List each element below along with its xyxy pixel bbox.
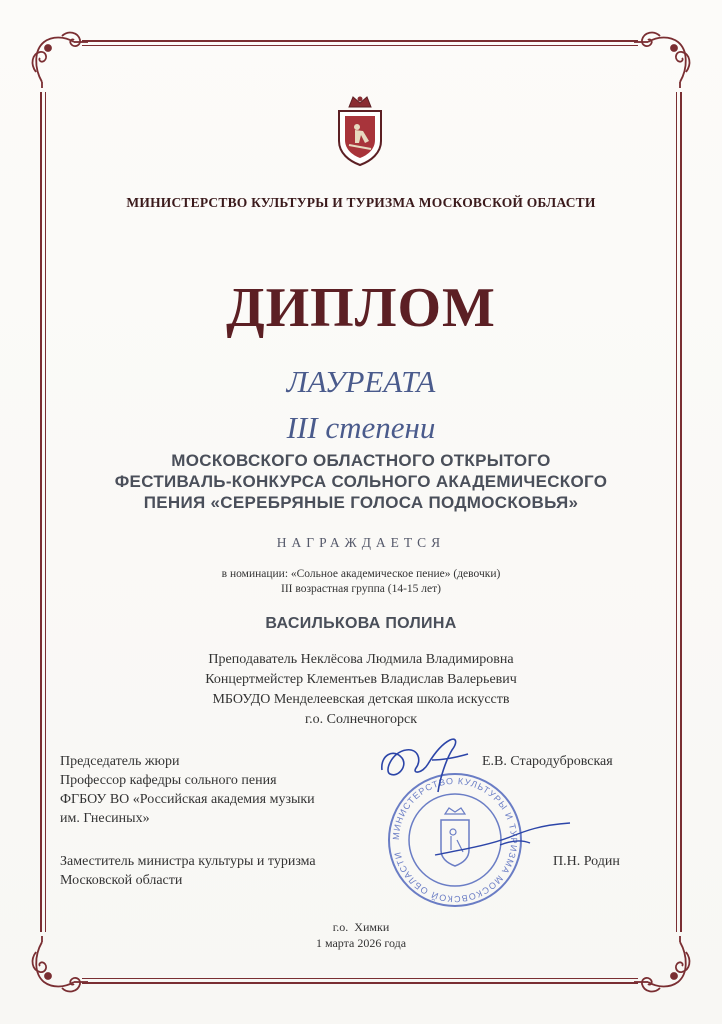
festival-line: ПЕНИЯ «СЕРЕБРЯНЫЕ ГОЛОСА ПОДМОСКОВЬЯ» — [143, 493, 579, 512]
laureate-subtitle: ЛАУРЕАТА — [286, 364, 436, 399]
accompanist-text: Концертмейстер Клементьев Владислав Валерьевич — [205, 672, 517, 687]
deputy-title-line: Заместитель министра культуры и туризма — [60, 854, 316, 869]
deputy-name: П.Н. Родин — [553, 854, 620, 869]
festival-name — [70, 450, 652, 513]
city-text: г.о. Солнечногорск — [304, 712, 418, 727]
teacher-text: Преподаватель Неклёсова Людмила Владимировна — [208, 652, 514, 667]
teachers-block — [60, 650, 662, 730]
page-title: ДИПЛОМ — [226, 277, 496, 339]
winner-name: ВАСИЛЬКОВА ПОЛИНА — [265, 615, 457, 632]
corner-ornament-icon — [634, 28, 694, 88]
coat-of-arms-icon — [331, 93, 389, 167]
school-text: МБОУДО Менделеевская детская школа искусств — [212, 692, 510, 707]
festival-line: МОСКОВСКОГО ОБЛАСТНОГО ОТКРЫТОГО — [171, 451, 551, 470]
frame-bottom-line — [82, 982, 638, 984]
chair-title-line: им. Гнесиных» — [60, 811, 150, 826]
date-text: 1 марта 2026 года — [315, 936, 407, 950]
frame-left-line — [40, 92, 42, 932]
festival-line: ФЕСТИВАЛЬ-КОНКУРСА СОЛЬНОГО АКАДЕМИЧЕСКОГО — [114, 472, 608, 491]
chair-name: Е.В. Стародубровская — [482, 754, 613, 769]
awarded-label: НАГРАЖДАЕТСЯ — [276, 535, 446, 550]
frame-right-inner-line — [676, 92, 677, 932]
chair-signature-icon — [372, 730, 482, 800]
frame-right-line — [680, 92, 682, 932]
nomination-text: в номинации: «Сольное академическое пение» (девочки) — [221, 568, 501, 580]
chair-title-block — [60, 752, 380, 828]
place-text: г.о. Химки — [332, 920, 390, 934]
chair-title-line: Профессор кафедры сольного пения — [60, 773, 277, 788]
corner-ornament-icon — [28, 28, 88, 88]
frame-top-inner-line — [82, 45, 638, 46]
frame-bottom-inner-line — [82, 978, 638, 979]
age-group-text: III возрастная группа (14-15 лет) — [280, 583, 441, 595]
place-date-block — [60, 919, 662, 951]
deputy-title-line: Московской области — [60, 873, 183, 888]
nomination-block — [60, 567, 662, 597]
frame-top-line — [82, 40, 638, 42]
degree-subtitle: III степени — [286, 410, 436, 445]
frame-left-inner-line — [45, 92, 46, 932]
chair-title-line: Председатель жюри — [60, 754, 180, 769]
chair-title-line: ФГБОУ ВО «Российская академия музыки — [60, 792, 315, 807]
deputy-title-block — [60, 852, 390, 890]
ministry-name: МИНИСТЕРСТВО КУЛЬТУРЫ И ТУРИЗМА МОСКОВСКОЙ ОБЛАСТИ — [126, 195, 596, 210]
stamp-text: МИНИСТЕРСТВО КУЛЬТУРЫ И ТУРИЗМА МОСКОВСКОЙ ОБЛАСТИ — [390, 775, 520, 905]
